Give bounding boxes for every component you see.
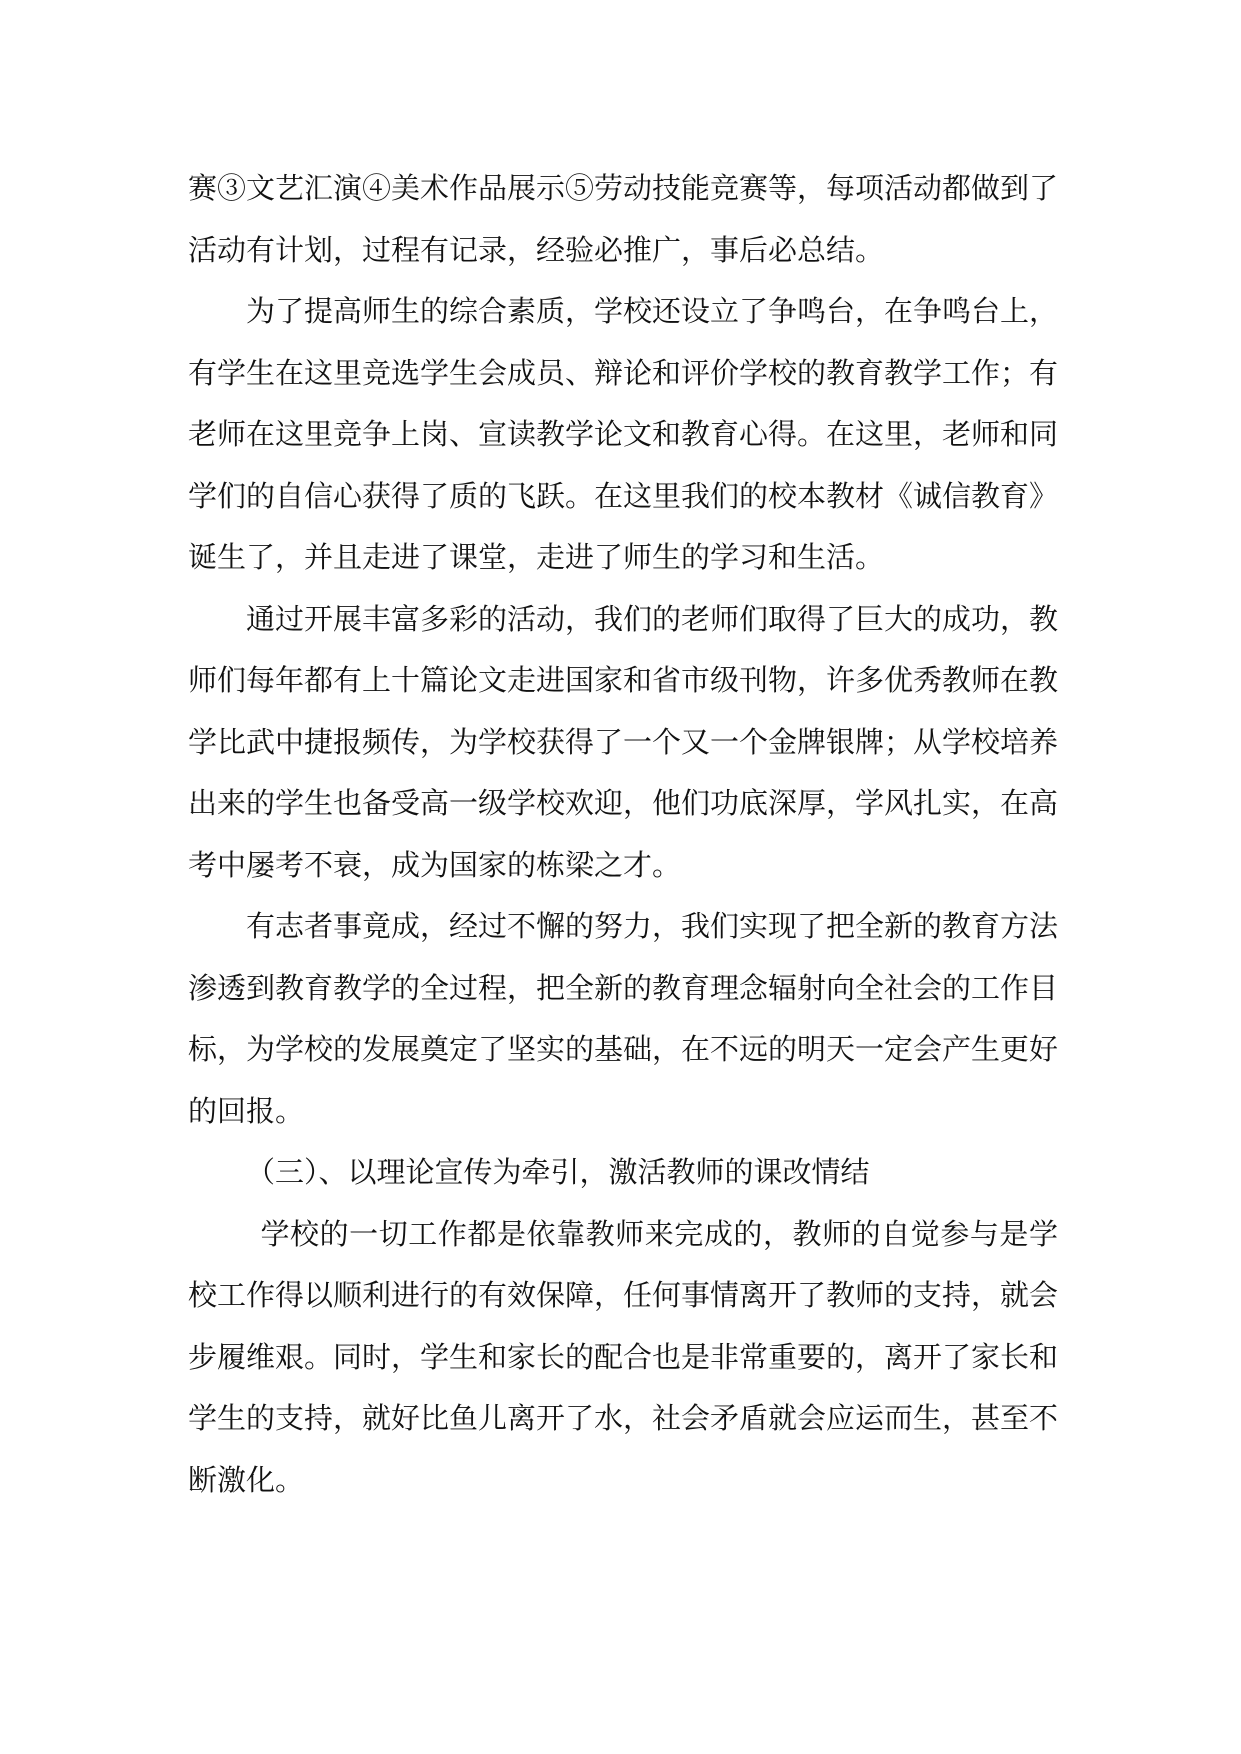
paragraph-perseverance: 有志者事竟成，经过不懈的努力，我们实现了把全新的教育方法渗透到教育教学的全过程，把全新的教育理念辐射向全社会的工作目标，为学校的发展奠定了坚实的基础，在不远的明天一定会产生更好的回报。	[188, 909, 1059, 1128]
paragraph-teacher-participation: 学校的一切工作都是依靠教师来完成的，教师的自觉参与是学校工作得以顺利进行的有效保障，任何事情离开了教师的支持，就会步履维艰。同时，学生和家长的配合也是非常重要的，离开了家长和学生的支持，就好比鱼儿离开了水，社会矛盾就会应运而生，甚至不断激化。	[188, 1216, 1059, 1497]
section-heading-three: （三）、以理论宣传为牵引，激活教师的课改情结	[246, 1155, 870, 1189]
paragraph-continued-activities: 赛③文艺汇演④美术作品展示⑤劳动技能竞赛等，每项活动都做到了活动有计划，过程有记录，经验必推广，事后必总结。	[188, 171, 1059, 267]
document-body	[188, 158, 1058, 1511]
paragraph-teacher-achievements: 通过开展丰富多彩的活动，我们的老师们取得了巨大的成功，教师们每年都有上十篇论文走进国家和省市级刊物，许多优秀教师在教学比武中捷报频传，为学校获得了一个又一个金牌银牌；从学校培养出来的学生也备受高一级学校欢迎，他们功底深厚，学风扎实，在高考中屡考不衰，成为国家的栋梁之才。	[188, 601, 1059, 882]
paragraph-debate-platform: 为了提高师生的综合素质，学校还设立了争鸣台，在争鸣台上，有学生在这里竞选学生会成员、辩论和评价学校的教育教学工作；有老师在这里竞争上岗、宣读教学论文和教育心得。在这里，老师和同学们的自信心获得了质的飞跃。在这里我们的校本教材《诚信教育》诞生了，并且走进了课堂，走进了师生的学习和生活。	[188, 294, 1059, 574]
